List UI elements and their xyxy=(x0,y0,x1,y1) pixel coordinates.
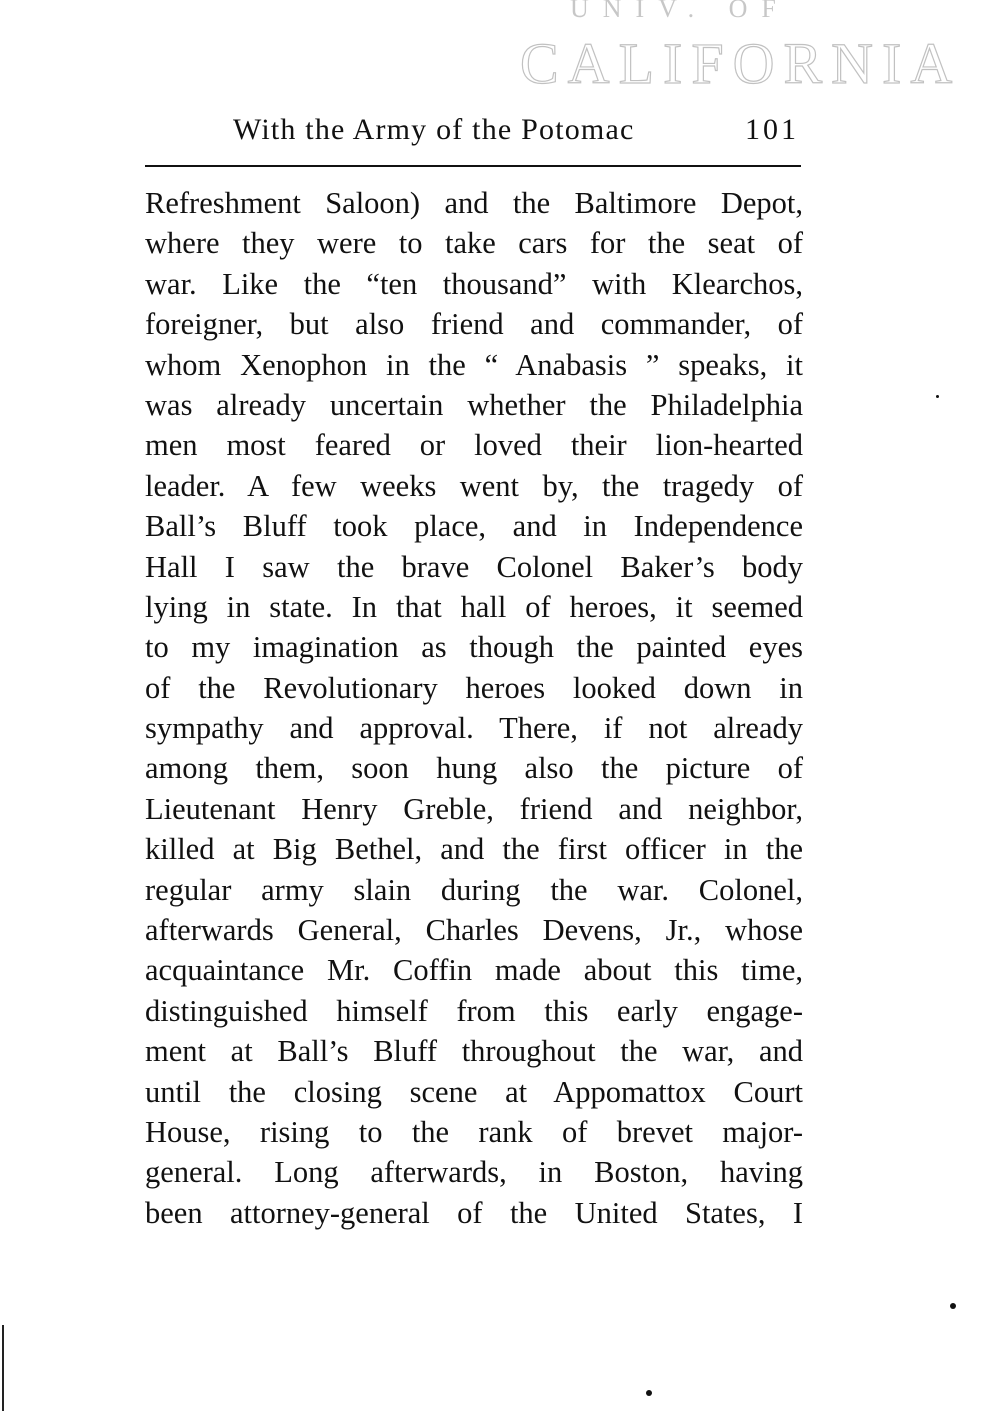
text-line: distinguished himself from this early engage- xyxy=(145,993,803,1028)
text-line: been attorney-general of the United States, I xyxy=(145,1195,803,1230)
text-line: leader. A few weeks went by, the tragedy of xyxy=(145,468,803,503)
text-line: war. Like the “ten thousand” with Klearchos, xyxy=(145,266,803,301)
text-line: lying in state. In that hall of heroes, it seemed xyxy=(145,589,803,624)
text-line: Hall I saw the brave Colonel Baker’s body xyxy=(145,549,803,584)
text-line: foreigner, but also friend and commander, of xyxy=(145,307,803,342)
text-line: general. Long afterwards, in Boston, having xyxy=(145,1155,803,1190)
scan-margin-mark xyxy=(2,1325,4,1411)
text-line: ment at Ball’s Bluff throughout the war, and xyxy=(145,1034,803,1069)
text-line: until the closing scene at Appomattox Court xyxy=(145,1074,803,1109)
text-line: afterwards General, Charles Devens, Jr., whose xyxy=(145,913,803,948)
library-stamp-line2: CALIFORNIA xyxy=(520,31,962,96)
header-rule xyxy=(145,165,801,167)
text-line: whom Xenophon in the “ Anabasis ” speaks, it xyxy=(145,347,803,382)
running-title: With the Army of the Potomac xyxy=(233,113,635,146)
text-line: Lieutenant Henry Greble, friend and neighbor, xyxy=(145,791,803,826)
library-stamp xyxy=(520,0,962,100)
scan-speck xyxy=(646,1390,652,1396)
running-head xyxy=(145,113,801,157)
text-line: where they were to take cars for the seat of xyxy=(145,226,803,261)
text-line: Ball’s Bluff took place, and in Independence xyxy=(145,509,803,544)
page-number: 101 xyxy=(745,113,799,146)
text-line: acquaintance Mr. Coffin made about this time, xyxy=(145,953,803,988)
text-line: to my imagination as though the painted eyes xyxy=(145,630,803,665)
text-line: men most feared or loved their lion-hearted xyxy=(145,428,803,463)
text-line: of the Revolutionary heroes looked down in xyxy=(145,670,803,705)
scan-speck xyxy=(950,1303,956,1309)
text-line: was already uncertain whether the Philadelphia xyxy=(145,387,803,422)
text-line: Refreshment Saloon) and the Baltimore Depot, xyxy=(145,186,803,220)
text-line: sympathy and approval. There, if not already xyxy=(145,711,803,746)
body-text xyxy=(145,183,803,1233)
text-line: among them, soon hung also the picture of xyxy=(145,751,803,786)
text-line: House, rising to the rank of brevet major- xyxy=(145,1114,803,1149)
library-stamp-line1: UNIV. OF xyxy=(570,0,790,23)
scan-speck xyxy=(936,395,939,398)
text-line: killed at Big Bethel, and the first officer in the xyxy=(145,832,803,867)
text-line: regular army slain during the war. Colonel, xyxy=(145,872,803,907)
